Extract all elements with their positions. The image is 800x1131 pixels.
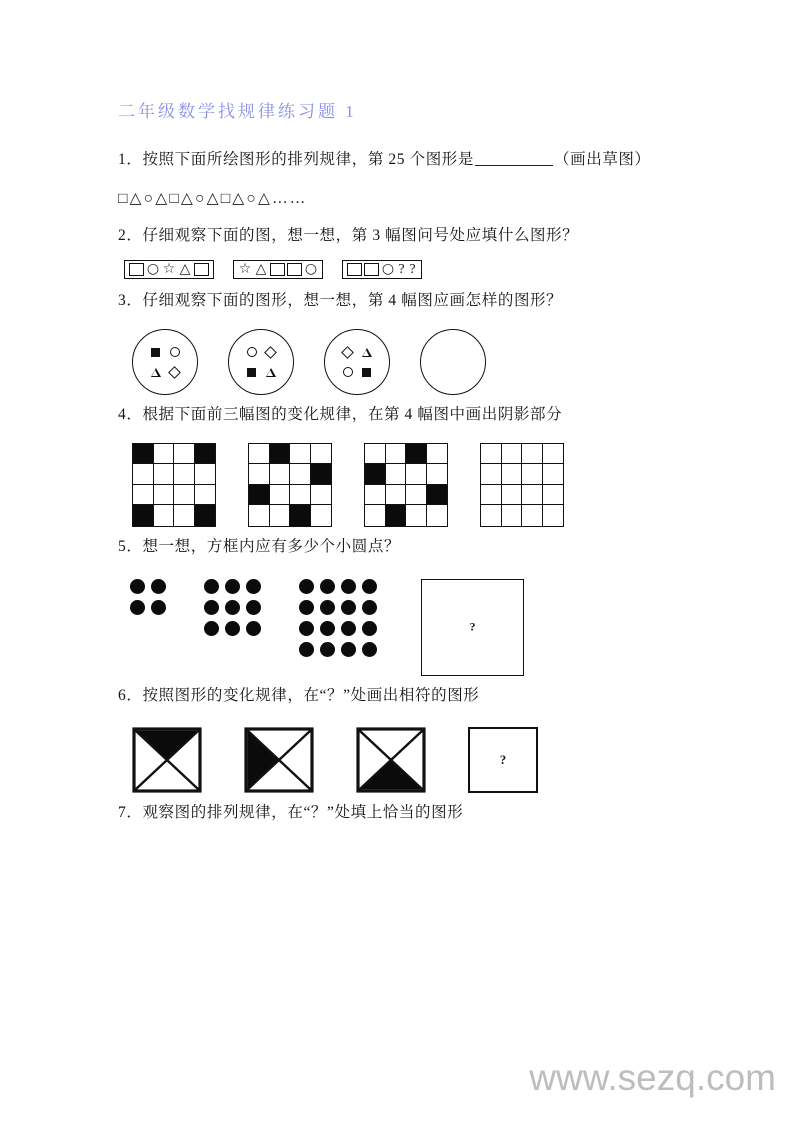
question-3-circle-3 — [324, 329, 390, 395]
square-filled-icon — [151, 348, 160, 357]
dot — [246, 600, 261, 615]
grid-cell — [174, 485, 195, 506]
dot — [225, 621, 240, 636]
grid-cell — [290, 464, 311, 485]
question-4-figures — [132, 443, 682, 527]
triangle-outline-icon: △ — [179, 261, 191, 278]
grid-cell — [154, 505, 175, 526]
question-6-figure-3 — [356, 727, 426, 793]
grid-cell — [365, 485, 386, 506]
square-outline-icon — [129, 263, 144, 276]
question-1-text — [118, 144, 682, 176]
x-square-left-shaded-icon — [244, 727, 314, 793]
question-2-strip-1 — [124, 260, 214, 279]
square-outline-icon — [287, 263, 302, 276]
dot — [299, 642, 314, 657]
grid-cell — [249, 444, 270, 465]
dot — [204, 600, 219, 615]
grid-cell — [290, 505, 311, 526]
dot — [362, 642, 377, 657]
grid-cell — [195, 464, 216, 485]
question-4-grid-2 — [248, 443, 332, 527]
triangle-outline-icon: △ — [255, 261, 267, 278]
grid-cell — [270, 485, 291, 506]
circle-outline-icon: ○ — [381, 261, 395, 278]
question-mark-icon: ? — [409, 262, 416, 278]
dot — [204, 579, 219, 594]
dot — [225, 600, 240, 615]
grid-cell — [502, 464, 523, 485]
dot — [299, 621, 314, 636]
grid-cell — [311, 485, 332, 506]
question-5-answer-box[interactable] — [421, 579, 524, 676]
grid-cell — [195, 505, 216, 526]
question-6-figures — [132, 727, 682, 793]
dot — [362, 600, 377, 615]
question-4-grid-1 — [132, 443, 216, 527]
grid-cell — [406, 464, 427, 485]
dot — [320, 600, 335, 615]
question-2-text: 2．仔细观察下面的图，想一想，第 3 幅图问号处应填什么图形？ — [118, 226, 579, 244]
question-2-strip-3 — [342, 260, 422, 279]
question-1-sequence: □△○△□△○△□△○△…… — [118, 189, 308, 207]
circle-outline-icon: ○ — [146, 261, 160, 278]
question-1-text-before: 1．按照下面所绘图形的排列规律，第 25 个图形是 — [118, 150, 475, 168]
grid-cell — [406, 485, 427, 506]
question-6-figure-1 — [132, 727, 202, 793]
grid-cell — [195, 485, 216, 506]
grid-cell — [249, 464, 270, 485]
question-5-dot-array-2 — [204, 579, 261, 636]
circle-outline-icon — [343, 367, 353, 377]
grid-cell — [311, 444, 332, 465]
diamond-outline-icon — [341, 346, 354, 359]
dot — [130, 600, 145, 615]
grid-cell — [522, 464, 543, 485]
dot — [151, 600, 166, 615]
grid-cell — [365, 505, 386, 526]
grid-cell — [133, 444, 154, 465]
grid-cell — [249, 505, 270, 526]
grid-cell — [543, 485, 564, 506]
diamond-outline-icon — [168, 366, 181, 379]
question-6-figure-4-empty[interactable] — [468, 727, 538, 793]
grid-cell — [543, 444, 564, 465]
dot — [130, 579, 145, 594]
grid-cell — [290, 444, 311, 465]
dot — [341, 579, 356, 594]
grid-cell — [195, 444, 216, 465]
dot — [320, 642, 335, 657]
grid-cell — [427, 464, 448, 485]
grid-cell — [481, 464, 502, 485]
question-4-grid-4-empty[interactable] — [480, 443, 564, 527]
question-4-text: 4．根据下面前三幅图的变化规律，在第 4 幅图中画出阴影部分 — [118, 406, 563, 424]
grid-cell — [174, 505, 195, 526]
circle-outline-icon: ○ — [304, 261, 318, 278]
site-watermark: www.sezq.com — [529, 1057, 776, 1098]
grid-cell — [522, 485, 543, 506]
grid-cell — [522, 444, 543, 465]
dot — [341, 600, 356, 615]
grid-cell — [154, 485, 175, 506]
question-7-text: 7．观察图的排列规律，在“？”处填上恰当的图形 — [118, 804, 464, 822]
square-outline-icon — [364, 263, 379, 276]
question-2-strip-2 — [233, 260, 323, 279]
grid-cell — [311, 464, 332, 485]
grid-cell — [270, 505, 291, 526]
dot — [320, 621, 335, 636]
dot — [341, 642, 356, 657]
grid-cell — [386, 485, 407, 506]
grid-cell — [386, 464, 407, 485]
grid-cell — [311, 505, 332, 526]
grid-cell — [502, 444, 523, 465]
question-5-dot-array-3 — [299, 579, 377, 657]
grid-cell — [365, 444, 386, 465]
grid-cell — [427, 505, 448, 526]
dot — [320, 579, 335, 594]
grid-cell — [406, 444, 427, 465]
grid-cell — [406, 505, 427, 526]
grid-cell — [502, 505, 523, 526]
question-3-circle-4-empty[interactable] — [420, 329, 486, 395]
document-content — [118, 100, 682, 836]
grid-cell — [386, 444, 407, 465]
grid-cell — [133, 464, 154, 485]
dot — [341, 621, 356, 636]
grid-cell — [386, 505, 407, 526]
grid-cell — [427, 444, 448, 465]
star-outline-icon: ☆ — [238, 261, 252, 278]
dot — [225, 579, 240, 594]
dot — [151, 579, 166, 594]
question-2-figures — [124, 260, 682, 279]
grid-cell — [133, 505, 154, 526]
grid-cell — [270, 464, 291, 485]
question-5-dot-array-1 — [130, 579, 166, 615]
grid-cell — [174, 464, 195, 485]
grid-cell — [249, 485, 270, 506]
diamond-outline-icon — [264, 346, 277, 359]
grid-cell — [481, 444, 502, 465]
grid-cell — [522, 505, 543, 526]
star-outline-icon: ☆ — [162, 261, 176, 278]
square-filled-icon — [247, 368, 256, 377]
triangle-outline-icon — [362, 348, 372, 357]
dot — [204, 621, 219, 636]
question-3-circle-1 — [132, 329, 198, 395]
question-3-text: 3．仔细观察下面的图形，想一想，第 4 幅图应画怎样的图形？ — [118, 292, 563, 310]
square-outline-icon — [347, 263, 362, 276]
question-6-text: 6．按照图形的变化规律，在“？”处画出相符的图形 — [118, 686, 480, 704]
grid-cell — [502, 485, 523, 506]
question-3-figures — [132, 329, 682, 395]
question-mark-icon: ? — [398, 262, 405, 278]
grid-cell — [154, 464, 175, 485]
x-square-top-shaded-icon — [132, 727, 202, 793]
question-1-blank — [475, 165, 553, 166]
square-outline-icon — [270, 263, 285, 276]
dot — [299, 579, 314, 594]
grid-cell — [133, 485, 154, 506]
grid-cell — [365, 464, 386, 485]
x-square-bottom-shaded-icon — [356, 727, 426, 793]
circle-outline-icon — [170, 347, 180, 357]
grid-cell — [543, 505, 564, 526]
dot — [246, 621, 261, 636]
question-mark-icon: ? — [469, 619, 476, 634]
grid-cell — [174, 444, 195, 465]
question-5-figures — [130, 579, 682, 676]
triangle-outline-icon — [266, 368, 276, 377]
triangle-outline-icon — [151, 368, 161, 377]
square-filled-icon — [362, 368, 371, 377]
grid-cell — [290, 485, 311, 506]
dot — [362, 579, 377, 594]
circle-outline-icon — [247, 347, 257, 357]
question-1-text-after: （画出草图） — [554, 150, 651, 168]
grid-cell — [427, 485, 448, 506]
grid-cell — [154, 444, 175, 465]
grid-cell — [543, 464, 564, 485]
dot — [299, 600, 314, 615]
square-outline-icon — [194, 263, 209, 276]
grid-cell — [481, 485, 502, 506]
question-5-text: 5．想一想，方框内应有多少个小圆点？ — [118, 537, 401, 555]
question-mark-icon: ? — [499, 752, 507, 768]
question-4-grid-3 — [364, 443, 448, 527]
grid-cell — [270, 444, 291, 465]
dot — [246, 579, 261, 594]
question-3-circle-2 — [228, 329, 294, 395]
question-6-figure-2 — [244, 727, 314, 793]
dot — [362, 621, 377, 636]
page-title: 二年级数学找规律练习题 1 — [118, 102, 357, 121]
grid-cell — [481, 505, 502, 526]
